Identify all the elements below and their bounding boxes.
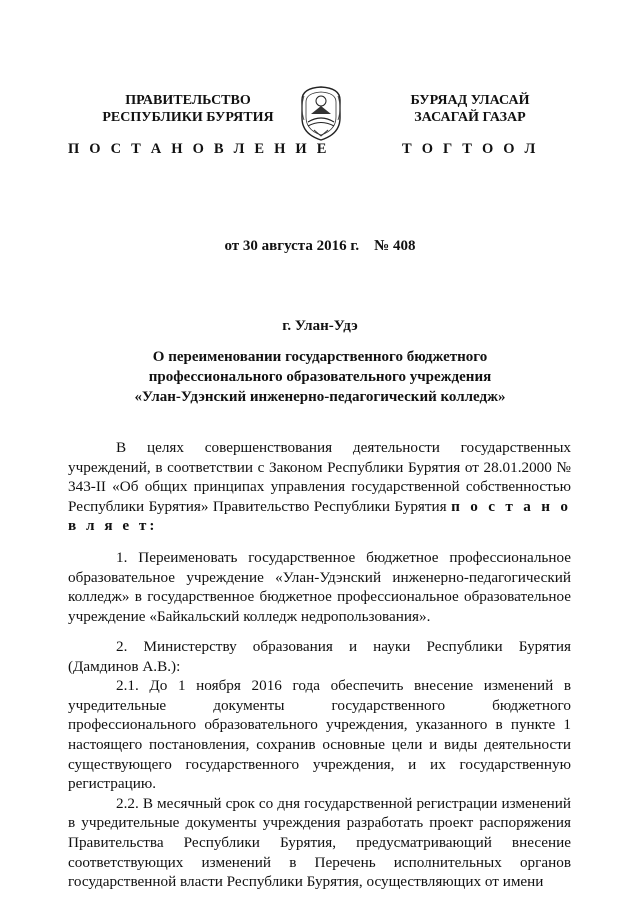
header-right	[370, 92, 570, 126]
subject-line-1: О переименовании государственного бюджетного	[152, 349, 488, 365]
header-right-line1: БУРЯАД УЛАСАЙ	[410, 93, 530, 108]
item-2: 2. Министерству образования и науки Республики Бурятия (Дамдинов А.В.):	[68, 638, 571, 675]
intro-body: В целях совершенствования деятельности государственных учреждений, в соответствии с Законом Республики Бурятия от 28.01.2000 № 343-II «Об общих принципах управления государственной собственностью Республики Бурятия» Правительство Республики Бурятия	[68, 439, 571, 515]
item-2-block	[68, 637, 571, 892]
subject-line-2: профессионального образовательного учреждения	[148, 369, 492, 385]
city: г. Улан-Удэ	[282, 318, 358, 334]
item-2-2: 2.2. В месячный срок со дня государственной регистрации изменений в учредительные документы учреждения разработать проект распоряжения Правительства Республики Бурятия, предусматривающий внесение соответствующих изменений в Перечень исполнительных органов государственной власти Республики Бурятия, осуществляющих от имени	[68, 794, 571, 891]
intro-text	[68, 438, 571, 536]
decree-title-buryat: Т О Г Т О О Л	[402, 141, 539, 157]
coat-of-arms-emblem-icon	[296, 84, 346, 142]
item-2-1: 2.1. До 1 ноября 2016 года обеспечить внесение изменений в учредительные документы государственного бюджетного профессионального образовательного учреждения, указанного в пункте 1 настоящего постановления, сохранив основные цели и виды деятельности существующего государственного учреждения, и их государственную регистрацию.	[68, 677, 571, 793]
item-1-block	[68, 548, 571, 626]
header-right-line2: ЗАСАГАЙ ГАЗАР	[414, 110, 526, 125]
header-left-line2: РЕСПУБЛИКИ БУРЯТИЯ	[102, 110, 274, 125]
item-1: 1. Переименовать государственное бюджетное профессиональное образовательное учреждение «Улан-Удэнский инженерно-педагогический колледж» в государственное бюджетное профессиональное образовательное учреждение «Байкальский колледж недропользования».	[68, 549, 571, 625]
intro-paragraph	[68, 438, 571, 536]
intro-decree-word: п о с т а н о в л я е т:	[68, 497, 572, 535]
decree-title-russian: П О С Т А Н О В Л Е Н И Е	[68, 141, 330, 157]
date-and-number: от 30 августа 2016 г. № 408	[224, 238, 416, 254]
subject-line-3: «Улан-Удэнский инженерно-педагогический колледж»	[134, 389, 506, 405]
header-left	[88, 92, 288, 126]
header-left-line1: ПРАВИТЕЛЬСТВО	[125, 93, 251, 108]
subject-heading	[0, 347, 640, 407]
